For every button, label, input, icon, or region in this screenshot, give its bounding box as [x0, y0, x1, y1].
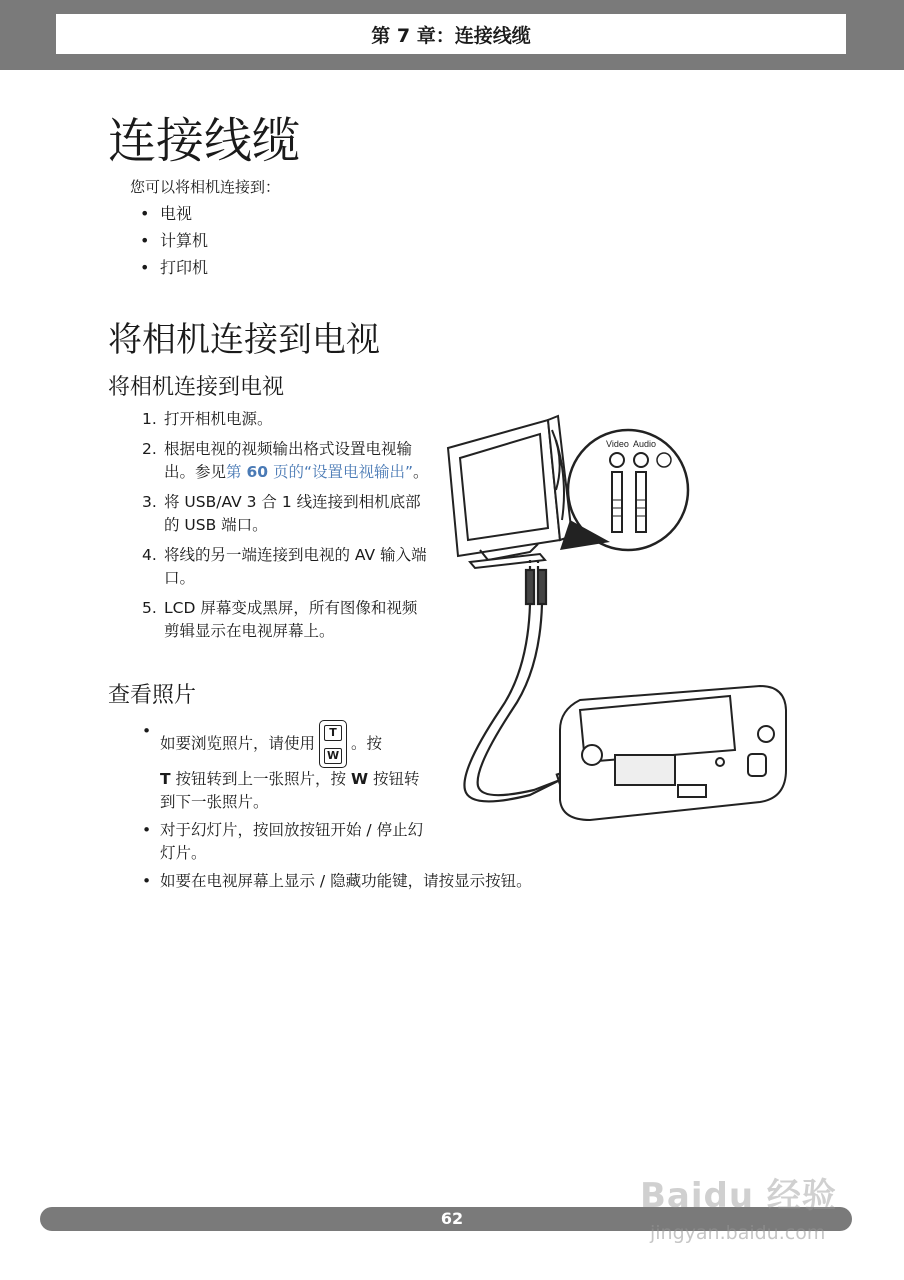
step-item: 2. 根据电视的视频输出格式设置电视输出。参见第 60 页的“设置电视输出”。: [142, 440, 429, 481]
bullet-icon: [140, 204, 160, 223]
bullet-icon: •: [142, 821, 152, 839]
bullet-icon: [140, 258, 160, 277]
list-item: • 如要浏览照片，请使用 $\frac{T}{W}$ 。按 T 按钮转到上一张照片，按 W 按钮转到下一张照片。: [142, 720, 432, 814]
subsection-title-view: 查看照片: [108, 683, 197, 708]
tv-icon: [448, 416, 572, 568]
camera-icon: [560, 686, 786, 820]
section-title: 将相机连接到电视: [108, 320, 380, 360]
list-item: • 如要在电视屏幕上显示 / 隐藏功能键，请按显示按钮。: [142, 870, 762, 893]
audio-port-label: Audio: [633, 439, 657, 449]
intro-text: 您可以将相机连接到：: [130, 178, 281, 196]
subsection-title-connect: 将相机连接到电视: [108, 375, 285, 400]
step-item: 4. 将线的另一端连接到电视的 AV 输入端口。: [142, 546, 427, 587]
step-item: 3. 将 USB/AV 3 合 1 线连接到相机底部的 USB 端口。: [142, 493, 421, 534]
watermark-logo: Baidu 经验: [640, 1176, 837, 1216]
bullet-icon: •: [142, 872, 152, 890]
chapter-header: [56, 14, 846, 54]
list-item: • 计算机: [140, 227, 208, 254]
target-list: [140, 200, 208, 281]
zoom-tw-button-icon: $\frac{T}{W}$: [319, 720, 347, 768]
chapter-title: 第 7 章：连接线缆: [371, 24, 531, 47]
watermark-url: jingyan.baidu.com: [650, 1222, 826, 1244]
video-port-label: Video: [606, 439, 629, 449]
bullet-icon: •: [142, 722, 152, 740]
page-title: 连接线缆: [108, 113, 301, 169]
list-item: • 对于幻灯片，按回放按钮开始 / 停止幻灯片。: [142, 819, 432, 865]
av-port-zoom-icon: [560, 430, 688, 550]
tv-camera-connection-illustration: [430, 410, 800, 830]
page-number: 62: [440, 1209, 464, 1228]
bullet-icon: [140, 231, 160, 250]
list-item: • 打印机: [140, 254, 208, 281]
step-item: 1. 打开相机电源。: [142, 410, 273, 428]
page-reference-link[interactable]: 第 60 页的“设置电视输出”: [226, 463, 414, 481]
step-item: 5. LCD 屏幕变成黑屏，所有图像和视频剪辑显示在电视屏幕上。: [142, 599, 418, 640]
steps-list: [142, 408, 432, 650]
list-item: • 电视: [140, 200, 208, 227]
